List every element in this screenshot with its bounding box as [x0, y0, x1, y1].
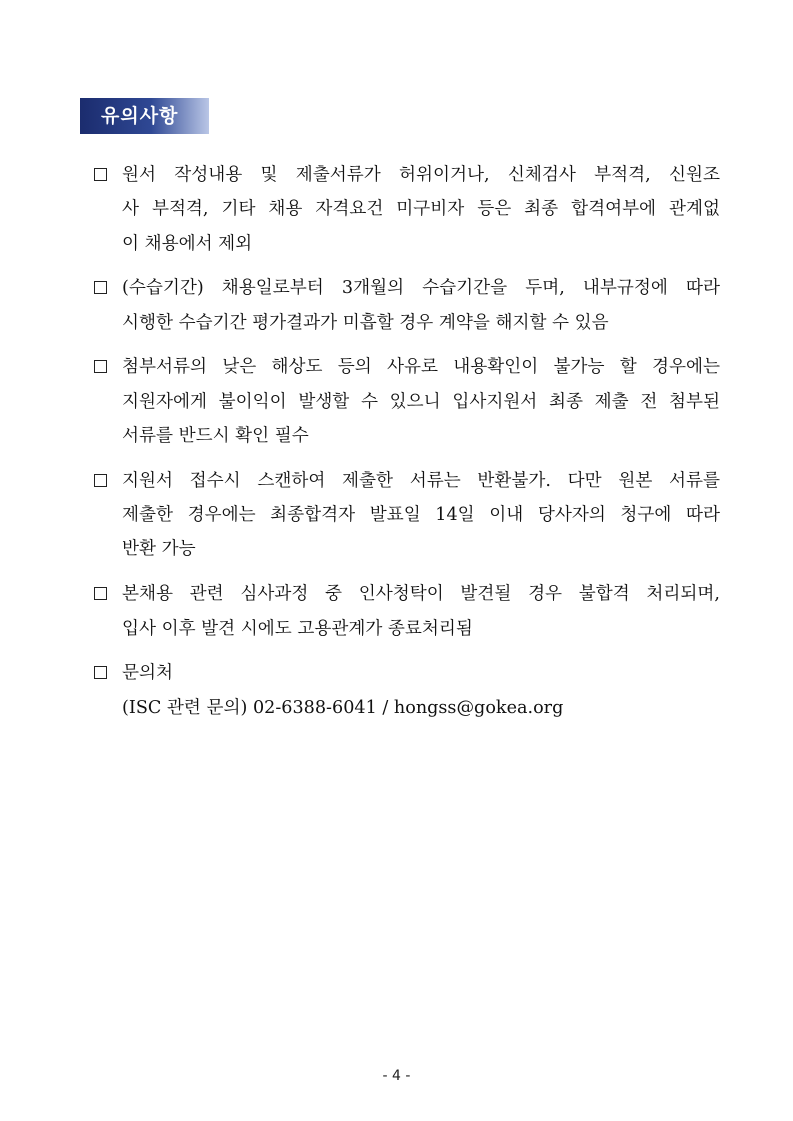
notice-item	[94, 464, 720, 567]
notice-line: 지원자에게 불이익이 발생할 수 있으니 입사지원서 최종 제출 전 첨부된	[122, 391, 720, 412]
notice-line: 서류를 반드시 확인 필수	[122, 426, 309, 447]
notice-line: 제출한 경우에는 최종합격자 발표일 14일 이내 당사자의 청구에 따라	[122, 505, 720, 526]
notice-line: 사 부적격, 기타 채용 자격요건 미구비자 등은 최종 합격여부에 관계없	[122, 199, 720, 220]
notice-line: 시행한 수습기간 평가결과가 미흡할 경우 계약을 해지할 수 있음	[122, 312, 609, 333]
notice-item	[94, 271, 720, 340]
notice-item	[94, 350, 720, 453]
notice-line: 입사 이후 발견 시에도 고용관계가 종료처리됨	[122, 618, 473, 639]
contact-details: (ISC 관련 문의) 02-6388-6041 / hongss@gokea.org	[122, 697, 564, 718]
notice-line: 본채용 관련 심사과정 중 인사청탁이 발견될 경우 불합격 처리되며,	[122, 584, 720, 605]
notice-item	[94, 158, 720, 261]
notice-line: 원서 작성내용 및 제출서류가 허위이거나, 신체검사 부적격, 신원조	[122, 165, 720, 185]
page-number: - 4 -	[382, 1068, 411, 1084]
section-title: 유의사항	[80, 98, 209, 134]
checkbox-icon	[94, 281, 107, 294]
checkbox-icon	[94, 168, 107, 181]
notice-line: 지원서 접수시 스캔하여 제출한 서류는 반환불가. 다만 원본 서류를	[122, 470, 720, 491]
checkbox-icon	[94, 587, 107, 600]
checkbox-icon	[94, 474, 107, 487]
contact-item	[94, 656, 720, 725]
notice-line: 첨부서류의 낮은 해상도 등의 사유로 내용확인이 불가능 할 경우에는	[122, 357, 720, 378]
notice-line: (수습기간) 채용일로부터 3개월의 수습기간을 두며, 내부규정에 따라	[122, 278, 720, 299]
notice-line: 반환 가능	[122, 539, 196, 560]
checkbox-icon	[94, 360, 107, 373]
contact-heading: 문의처	[122, 663, 173, 684]
checkbox-icon	[94, 666, 107, 679]
notice-item	[94, 577, 720, 646]
notice-list	[94, 158, 720, 735]
notice-line: 이 채용에서 제외	[122, 233, 253, 254]
